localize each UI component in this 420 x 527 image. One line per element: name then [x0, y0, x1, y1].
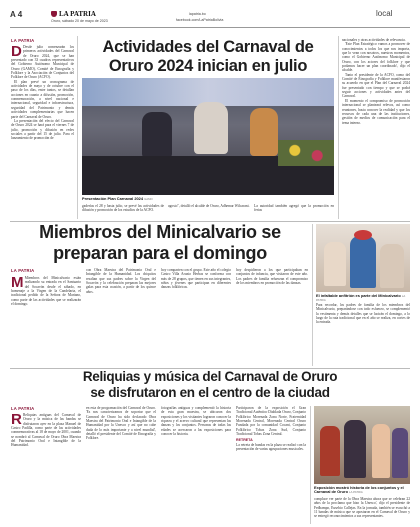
article3-headline: Reliquias y música del Carnaval de Oruro se disfrutaron en el centro de la ciudad	[82, 369, 338, 400]
masthead	[0, 0, 420, 30]
article1-kicker: LA PATRIA	[11, 38, 35, 43]
article3-photo-caption: Exposición mostró historia de los conjuntos y el Carnaval de Oruro LA PATRIA	[314, 485, 404, 495]
article2-col2: con Obra Maestra del Patrimonio Oral e Intangible de la Humanidad. Los chiquitos resaltan que sus padres sobre la Virgen del Socavón y la celebración preparan las mejores galas para esta ocasión, a partir de los quince años.	[86, 268, 156, 294]
article2-kicker: LA PATRIA	[11, 268, 35, 273]
article1-photo-caption: Presentación Plan Carnaval 2024 GAMO	[82, 196, 153, 201]
photo-figure	[372, 424, 390, 478]
article2-col4: hoy despidieron a los que participaban en conjuntos de infancia, que visitaron de este año. Los padres de familia refuerzan el compromiso de los miembros en promoción de las danzas.	[236, 268, 308, 286]
edition-date: Oruro, sábado 20 de mayo de 2023	[51, 19, 108, 23]
photo-hat	[354, 230, 372, 240]
article3-col2: en esta de programación del Carnaval de Oruro. 'Es nos caracterizamos de soportar que el Carnaval de Oruro ha sido declarado Obra Maestra del Patrimonio Oral e Intangible de la Humanidad por la Unesco y así que no cabe duda de lo más importante y a nivel mundial', detalló el presidente del Comité de Etnografía y Folklore.	[86, 406, 156, 441]
article3-kicker: LA PATRIA	[11, 406, 35, 411]
logo-shield-icon	[51, 11, 57, 17]
article1-body-c: La autoridad también agregó que la promoción en ferias	[254, 204, 334, 213]
article3-photo	[314, 406, 410, 484]
article2-col5: Para recordar, los padres de familia de los miembros del Minicalvario, preparándose con todo esfuerzo, se complementó la vestimenta y demás detalles que se lucirán el domingo, a lo largo de la ruta tradicional que en el año se realiza, en cortes de la entrada.	[316, 303, 410, 325]
article1-col4: nacionales y otras actividades de relevancia. 'Este Plan Estratégico vamos a promover de conocimientos a todos los que nos importa, que lo vean con nosotros, nuestros momentos, como el Gobierno Autónomo Municipal de Oruro, con los actores del folklore y que podamos hacer un plan coordinado', dijo el alcalde. Tanto el presidente de la ACFO, como del Comité de Etnografía y Folklore manifestaron su acuerdo en que el Plan del Carnaval 2024 fue presentado con tiempo y que se podrá seguir acciones y actividades antes del Carnaval. El momento el compromiso de promoción internacional se planteará relevos, así como reuniones, hasta conocer la realidad y que los recursos de cada una de las instituciones, gestión de medios de comunicación para el tema interno.	[342, 38, 410, 125]
photo-figure	[320, 426, 340, 476]
article1-headline: Actividades del Carnaval de Oruro 2024 inician en julio	[102, 38, 314, 75]
article3-col5: complace ver parte de la Obra Maestra ahora que se celebran 22 años de la proclama que hizo la Unesco', dijo el presidente de Fedbampo, Eusebio Callejas. En la jornada, también se escuchó a 11 bandas de música que se apostaron en el Carnaval de Oruro y se entregó reconocimientos a sus representantes.	[314, 497, 410, 519]
page-number: A 4	[10, 10, 23, 19]
article3-col3: fotografías antiguas y complementó la historia de esta gran muestra, se ubicaron dos exposiciones y los visitantes lograron conocer la riqueza y el acervo cultural que representan las danzas y los conjuntos. Personas de todas las edades se acercaron a las exposiciones para conocer la historia.	[161, 406, 231, 437]
logo: LA PATRIA	[59, 10, 96, 18]
article1-body-b: agosto", detalló el alcalde de Oruro, Adhemar Wilcarani.	[168, 204, 250, 208]
photo-flowers	[278, 140, 334, 166]
article1-col1: D Desde julio comenzarán los primeros actividades del Carnaval de Oruro 2024, que se han presentado con 33 cuadros representativos del Gobierno Autónomo Municipal de Oruro (GAMO), Comité de Etnografía y Folklore y la Asociación de Conjuntos del Folklore de Oruro (ACFO). El plan prevé un cronograma de actividades de mayo y de octubre con el paso de los días, entre tantos, se detallan acciones en cuanto a difusión, promoción, conmemoración, a nivel nacional e internacional, seguridad e infraestructura, seguridad del Patrimonio y demás actividades complementarias que hacen parte del Carnaval de Oruro. La presentación del efecto del Carnaval de Oruro 2024 se hará para el viernes 7 de julio, promoción y difusión en redes sociales a partir del 15 de julio. Para el lanzamiento de promoción de	[11, 45, 74, 141]
article2-photo-caption: El infaltable anfitrión es parte del Minicalvario LA PATRIA	[316, 293, 406, 303]
photo-figure	[392, 428, 408, 478]
col-divider	[338, 36, 339, 219]
photo-figure	[250, 108, 278, 156]
photo-figure	[344, 420, 366, 478]
article2-col1: M Miembros del Minicalvario están realizando su entrada en el Santuario del Socavón desde el sábado, en homenaje a la Virgen de la Candelaria, el tradicional pedido de la Señora de Mariano, como parte de las actividades que se realizarán el domingo.	[11, 276, 81, 307]
col-divider	[312, 224, 313, 366]
article3-col1: R Reliquias antiguas del Carnaval de Oruro y la música de las bandas se disfrutaron ayer en la plaza Manuel de Castro Padilla, como parte de las actividades conmemorativas al 18 de mayo de 2001, cuando se nombró al Carnaval de Oruro Obra Maestra del Patrimonio Oral e Intangible de la Humanidad.	[11, 413, 81, 448]
col-divider	[77, 36, 78, 219]
photo-figure	[350, 236, 376, 288]
col-divider	[310, 406, 311, 524]
photo-figure	[142, 112, 172, 158]
article2-col3: hoy comparten con el grupo. Este año el colegio Castro Villa Aruzio Herbas se conforma con más de 28 grupos, que tienen en sus integrantes, niños y jóvenes que participan en diferentes danzas folklóricas.	[161, 268, 231, 290]
header-divider	[10, 27, 410, 28]
photo-figure	[324, 242, 346, 286]
section-label: local	[376, 9, 393, 18]
facebook-link: facebook.com/LaPatriaBolivia	[176, 18, 224, 22]
article2-photo	[316, 224, 410, 292]
article3-byline: RETRETA	[236, 438, 253, 443]
photo-figure	[380, 244, 404, 288]
article1-photo	[82, 78, 334, 195]
article2-headline: Miembros del Minicalvario se preparan para el domingo	[39, 222, 281, 263]
website: lapatria.bo	[189, 12, 206, 16]
article1-body-a: gaderías el 28 y hasta julio, se prevé las actividades de difusión y promoción de los estudios de la ACFO.	[82, 204, 164, 213]
article3-col4: Participaron de la exposición el Gran Tradicional Auténtico Diablada Oruro, Conjunto Folklórico Morenada Zona Norte, Fraternidad Morenada Central, Morenada Central Oruro Fundada por la comunidad Cocani, Conjunto Folklórico Tobas Zona Sud, Conjunto Tradicional Tobas Zona Central. RETRETA La retreta de bandas en la plaza se realizó con la presentación de varias agrupaciones musicales.	[236, 406, 306, 452]
photo-figure	[194, 102, 228, 154]
